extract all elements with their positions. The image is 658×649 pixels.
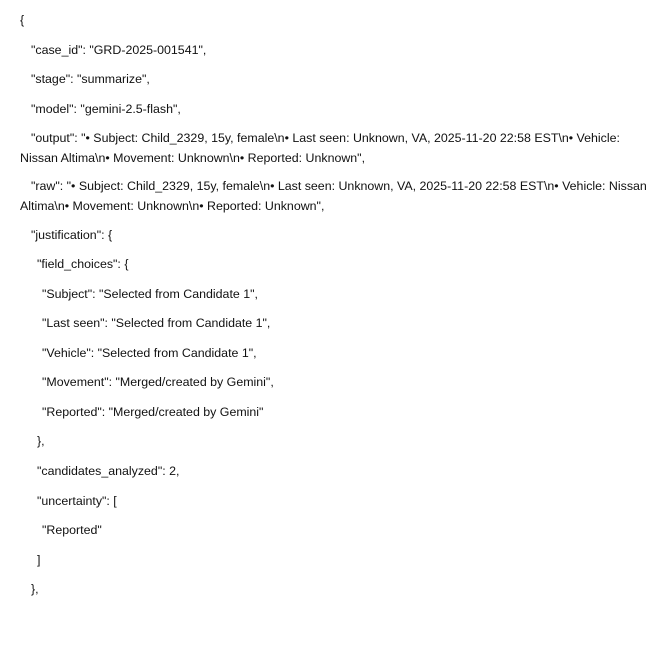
justification-open: "justification": {: [31, 228, 113, 242]
field-choice-movement: "Movement": "Merged/created by Gemini",: [42, 375, 274, 389]
justification-close: },: [31, 582, 39, 596]
raw-line: "raw": "• Subject: Child_2329, 15y, female\n• Last seen: Unknown, VA, 2025-11-20 22:58 EST\n• Vehicle: Nissan Altima\n• Movement: Unknown\n• Reported: Unknown",: [20, 179, 650, 213]
field-choice-reported: "Reported": "Merged/created by Gemini": [42, 405, 264, 419]
uncertainty-open: "uncertainty": [: [37, 494, 117, 508]
field-choices-open: "field_choices": {: [37, 257, 129, 271]
case-id-line: "case_id": "GRD-2025-001541",: [31, 43, 207, 57]
field-choice-subject: "Subject": "Selected from Candidate 1",: [42, 287, 258, 301]
output-line: "output": "• Subject: Child_2329, 15y, female\n• Last seen: Unknown, VA, 2025-11-20 22:58 EST\n• Vehicle: Nissan Altima\n• Movement: Unknown\n• Reported: Unknown",: [20, 131, 624, 165]
candidates-analyzed-line: "candidates_analyzed": 2,: [37, 464, 180, 478]
field-choice-vehicle: "Vehicle": "Selected from Candidate 1",: [42, 346, 257, 360]
stage-line: "stage": "summarize",: [31, 72, 150, 86]
uncertainty-item: "Reported": [42, 523, 102, 537]
open-brace: {: [20, 13, 25, 27]
field-choice-last-seen: "Last seen": "Selected from Candidate 1",: [42, 316, 271, 330]
field-choices-close: },: [37, 434, 45, 448]
model-line: "model": "gemini-2.5-flash",: [31, 102, 181, 116]
uncertainty-close: ]: [37, 553, 41, 567]
